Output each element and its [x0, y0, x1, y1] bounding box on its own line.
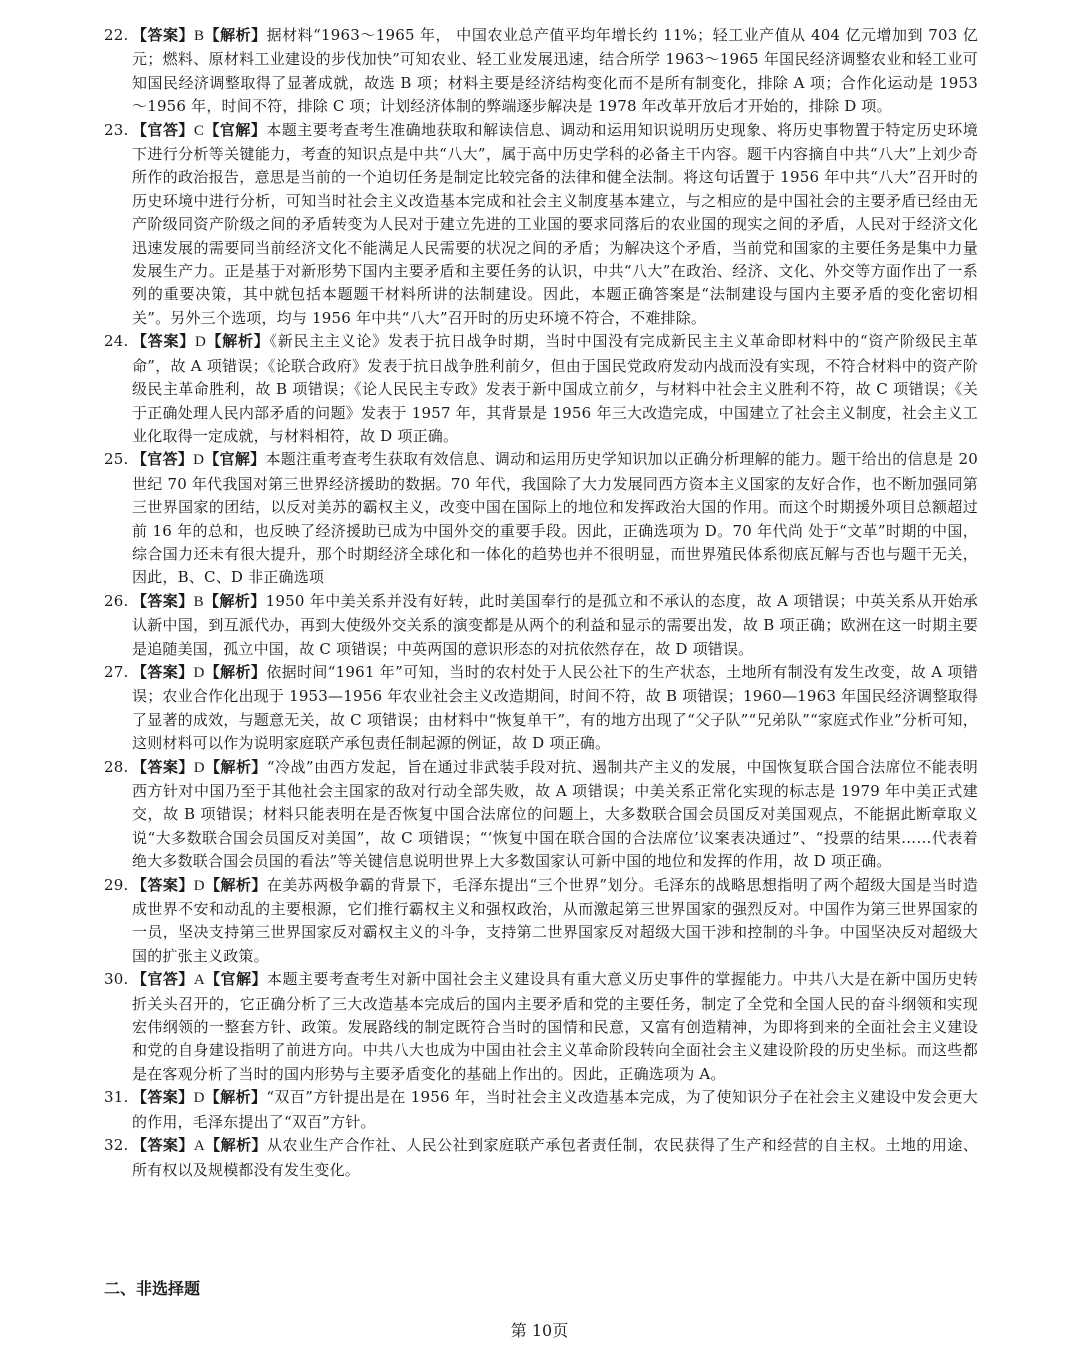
answer-choice: D [193, 664, 205, 681]
answer-choice: A [193, 972, 205, 989]
answer-choice: B [194, 28, 205, 44]
question-number: 27. [104, 662, 129, 681]
question-number: 25. [104, 450, 129, 469]
analysis-tag: 【解析】 [204, 757, 267, 776]
question-number: 32. [104, 1136, 129, 1155]
analysis-text: 依据时间“1961 年”可知，当时的农村处于人民公社下的生产状态，土地所有制没有发生改变，故 A 项错误；农业合作化出现于 1953—1956 年农业社会主义改造期间，时间不符，故 B 项错误；1960—1963 年国民经济调整取得了显著的成效，与题意无关，故 C 项错误；由材料中“恢复单干”，有的地方出现了“父子队”“兄弟队”“家庭式作业”分析可知，这则材料可以作为说明家庭联产承包责任制起源的例证，故 D 项正确。 [132, 662, 978, 753]
question-number: 26. [104, 591, 129, 610]
analysis-text: 《新民主主义论》发表于抗日战争时期，当时中国没有完成新民主主义革命即材料中的“资产阶级民主革命”，故 A 项错误；《论联合政府》发表于抗日战争胜利前夕，但由于国民党政府发动内战而没有实现，不符合材料中的资产阶级民主革命胜利，故 B 项错误；《论人民民主专政》发表于新中国成立前夕，与材料中社会主义胜利不符，故 C 项错误；《关于正确处理人民内部矛盾的问题》发表于 1957 年，其背景是 1956 年三大改造完成，中国建立了社会主义制度，社会主义工业化取得一定成就，与材料相符，故 D 项正确。 [132, 332, 978, 445]
analysis-tag: 【官解】 [204, 120, 267, 139]
answer-choice: D [193, 877, 205, 894]
analysis-text: 从农业生产合作社、人民公社到家庭联产承包者责任制，农民获得了生产和经营的自主权。土地的用途、所有权以及规模都没有发生变化。 [132, 1136, 978, 1179]
question-28 [104, 756, 978, 874]
analysis-tag: 【解析】 [206, 332, 270, 351]
analysis-tag: 【官解】 [204, 450, 266, 469]
answer-choice: D [193, 1090, 205, 1107]
question-number: 29. [104, 875, 129, 894]
analysis-text: 本题主要考查考生准确地获取和解读信息、调动和运用知识说明历史现象、将历史事物置于特定历史环境下进行分析等关键能力，考查的知识点是中共“八大”，属于高中历史学科的必备主干内容。题干内容摘自中共“八大”上刘少奇所作的政治报告，意思是当前的一个迫切任务是制定比较完备的法律和健全法制。将这句话置于 1956 年中共“八大”召开时的历史环境中进行分析，可知当时社会主义改造基本完成和社会主义制度基本建立，与之相应的是中国社会的主要矛盾已经由无产阶级同资产阶级之间的矛盾转变为人民对于建立先进的工业国的要求同落后的农业国的现实之间的矛盾，人民对于经济文化迅速发展的需要同当前经济文化不能满足人民需要的状况之间的矛盾；为解决这个矛盾，当前党和国家的主要任务是集中力量发展生产力。正是基于对新形势下国内主要矛盾和主要任务的认识，中共“八大”在政治、经济、文化、外交等方面作出了一系列的重要决策，其中就包括本题题干材料所讲的法制建设。因此，本题正确答案是“法制建设与国内主要矛盾的变化密切相关”。另外三个选项，均与 1956 年中共“八大”召开时的历史环境不符合，不难排除。 [132, 120, 978, 327]
answer-tag: 【答案】 [132, 332, 195, 351]
analysis-tag: 【解析】 [203, 591, 266, 610]
question-25 [104, 448, 978, 589]
analysis-text: 本题注重考查考生获取有效信息、调动和运用历史学知识加以正确分析理解的能力。题干给出的信息是 20 世纪 70 年代我国对第三世界经济援助的数据。70 年代，我国除了大力发展同西方资本主义国家的友好合作，也不断加强同第三世界国家的团结，以反对美苏的霸权主义，改变中国在国际上的地位和发挥政治大国的作用。而这个时期援外项目总额超过前 16 年的总和，也反映了经济援助已成为中国外交的重要手段。因此，正确选项为 D。70 年代尚 处于“文革”时期的中国，综合国力还未有很大提升，那个时期经济全球化和一体化的趋势也并不很明显，而世界殖民体系彻底瓦解与否也与题干无关，因此，B、C、D 非正确选项 [132, 450, 978, 587]
question-32 [104, 1134, 978, 1182]
analysis-tag: 【官解】 [204, 970, 268, 989]
answer-tag: 【答案】 [132, 662, 194, 681]
question-26 [104, 590, 978, 661]
answer-tag: 【答案】 [132, 875, 194, 894]
question-27 [104, 661, 978, 756]
answer-list [104, 24, 978, 1182]
question-24 [104, 330, 978, 448]
analysis-tag: 【解析】 [204, 1088, 267, 1107]
answer-tag: 【答案】 [132, 591, 194, 610]
analysis-text: 本题主要考查考生对新中国社会主义建设具有重大意义历史事件的掌握能力。中共八大是在新中国历史转折关头召开的，它正确分析了三大改造基本完成后的国内主要矛盾和党的主要任务，制定了全党和全国人民的奋斗纲领和实现宏伟纲领的一整套方针、政策。发展路线的制定既符合当时的国情和民意，又富有创造精神，为即将到来的全面社会主义建设和党的自身建设指明了前进方向。中共八大也成为中国由社会主义革命阶段转向全面社会主义建设阶段的历史坐标。而这些都是在客观分析了当时的国内形势与主要矛盾变化的基础上作出的。因此，正确选项为 A。 [132, 970, 978, 1083]
question-29 [104, 874, 978, 969]
analysis-tag: 【解析】 [204, 662, 267, 681]
answer-tag: 【答案】 [132, 1088, 194, 1107]
question-number: 24. [104, 332, 129, 351]
answer-tag: 【官答】 [132, 450, 194, 469]
analysis-text: 据材料“1963～1965 年， 中国农业总产值平均年增长约 11%；轻工业产值从 404 亿元增加到 703 亿元；燃料、原材料工业建设的步伐加快”可知农业、轻工业发展迅速，结合所学 1963～1965 年国民经济调整农业和轻工业可知国民经济调整取得了显著成就，故选 B 项；材料主要是经济结构变化而不是所有制变化，排除 A 项；合作化运动是 1953～1956 年，时间不符，排除 C 项；计划经济体制的弊端逐步解决是 1978 年改革开放后才开始的，排除 D 项。 [132, 26, 978, 116]
answer-choice: D [193, 452, 205, 469]
answer-tag: 【答案】 [132, 26, 195, 44]
answer-choice: D [194, 334, 206, 351]
page-number: 第 10页 [510, 1321, 569, 1340]
question-number: 23. [104, 120, 129, 139]
analysis-tag: 【解析】 [204, 1136, 268, 1155]
question-22 [104, 24, 978, 119]
analysis-text: “冷战”由西方发起，旨在通过非武装手段对抗、遏制共产主义的发展，中国恢复联合国合法席位不能表明西方针对中国乃至于其他社会主国家的敌对行动全部失败，故 A 项错误；中美关系正常化实现的标志是 1979 年中美正式建交，故 B 项错误；材料只能表明在是否恢复中国合法席位的问题上，大多数联合国会员国反对美国观点，不能据此断章取义说“大多数联合国会员国反对美国”，故 C 项错误；“‘恢复中国在联合国的合法席位’议案表决通过”、“投票的结果……代表着绝大多数联合国会员国的看法”等关键信息说明世界上大多数国家认可新中国的地位和发挥的作用，故 D 项正确。 [132, 757, 978, 871]
question-number: 22. [104, 26, 129, 44]
analysis-text: 在美苏两极争霸的背景下，毛泽东提出“三个世界”划分。毛泽东的战略思想指明了两个超级大国是当时造成世界不安和动乱的主要根源，它们推行霸权主义和强权政治，从而激起第三世界国家的强烈反对。中国作为第三世界国家的一员，坚决支持第三世界国家反对霸权主义的斗争，支持第二世界国家反对超级大国干涉和控制的斗争。中国坚决反对超级大国的扩张主义政策。 [132, 875, 978, 965]
answer-tag: 【官答】 [132, 970, 194, 989]
section-heading: 二、非选择题 [104, 1279, 201, 1298]
answer-choice: B [193, 593, 204, 610]
question-23 [104, 119, 978, 331]
answer-tag: 【答案】 [132, 757, 194, 776]
analysis-tag: 【解析】 [204, 875, 267, 894]
analysis-text: “双百”方针提出是在 1956 年，当时社会主义改造基本完成，为了使知识分子在社会主义建设中发会更大的作用，毛泽东提出了“双百”方针。 [132, 1088, 978, 1131]
analysis-tag: 【解析】 [204, 26, 267, 44]
answer-tag: 【答案】 [132, 1136, 194, 1155]
answer-choice: C [193, 122, 205, 139]
question-number: 28. [104, 757, 129, 776]
question-number: 31. [104, 1088, 129, 1107]
question-30 [104, 968, 978, 1086]
analysis-text: 1950 年中美关系并没有好转，此时美国奉行的是孤立和不承认的态度，故 A 项错误；中英关系从开始承认新中国，到互派代办，再到大使级外交关系的演变都是从两个的利益和显示的需要出发，故 B 项正确；欧洲在这一时期主要是追随美国，孤立中国，故 C 项错误；中英两国的意识形态的对抗依然存在，故 D 项错误。 [132, 591, 978, 658]
answer-choice: A [193, 1138, 205, 1155]
question-number: 30. [104, 970, 129, 989]
question-31 [104, 1086, 978, 1134]
answer-tag: 【官答】 [132, 120, 194, 139]
answer-choice: D [193, 759, 205, 776]
